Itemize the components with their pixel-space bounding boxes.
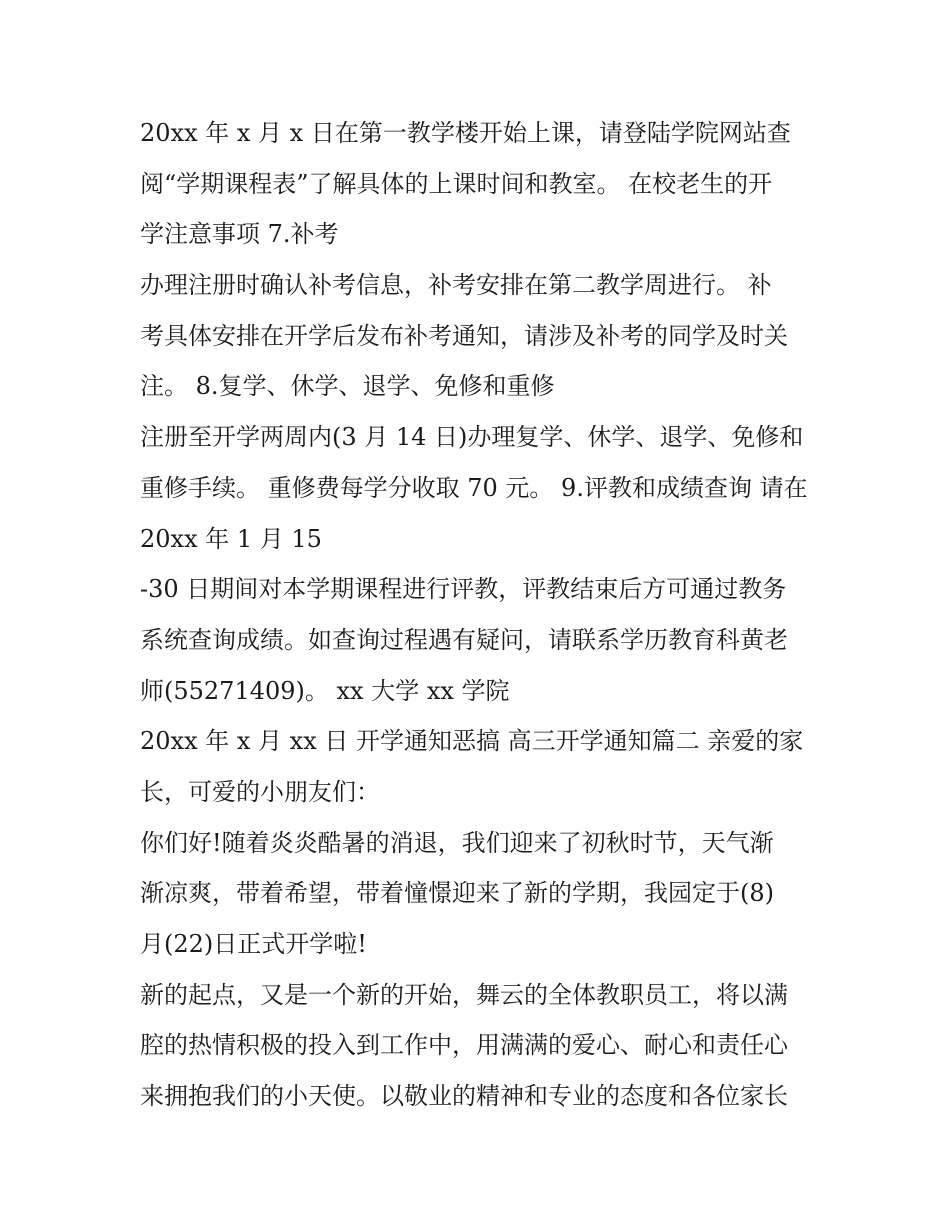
text-line: 20xx 年 x 月 x 日在第一教学楼开始上课，请登陆学院网站查: [140, 119, 791, 147]
text-line: 20xx 年 x 月 xx 日 开学通知恶搞 高三开学通知篇二 亲爱的家: [140, 727, 804, 756]
text-line: 阅“学期课程表”了解具体的上课时间和教室。 在校老生的开: [140, 169, 773, 198]
text-line: 长，可爱的小朋友们：: [140, 777, 380, 806]
text-line: 注册至开学两周内(3 月 14 日)办理复学、休学、退学、免修和: [140, 423, 804, 452]
text-line: 月(22)日正式开学啦!: [140, 930, 367, 958]
text-line: 来拥抱我们的小天使。以敬业的精神和专业的态度和各位家长: [140, 1082, 788, 1111]
text-line: 重修手续。 重修费每学分收取 70 元。 9.评教和成绩查询 请在: [140, 473, 808, 502]
text-line: 你们好!随着炎炎酷暑的消退，我们迎来了初秋时节，天气渐: [140, 828, 774, 857]
text-line: 考具体安排在开学后发布补考通知，请涉及补考的同学及时关: [140, 321, 788, 350]
text-line: 师(55271409)。 xx 大学 xx 学院: [140, 676, 510, 705]
text-line: 学注意事项 7.补考: [140, 220, 339, 249]
text-line: 注。 8.复学、休学、退学、免修和重修: [140, 372, 555, 401]
text-line: 腔的热情积极的投入到工作中，用满满的爱心、耐心和责任心: [140, 1031, 788, 1060]
text-line: 新的起点，又是一个新的开始，舞云的全体教职员工，将以满: [140, 980, 788, 1009]
text-line: -30 日期间对本学期课程进行评教，评教结束后方可通过教务: [140, 575, 787, 604]
text-line: 渐凉爽，带着希望，带着憧憬迎来了新的学期，我园定于(8): [140, 879, 774, 908]
document-body: [140, 108, 830, 1122]
text-line: 办理注册时确认补考信息，补考安排在第二教学周进行。 补: [140, 271, 772, 300]
text-line: 系统查询成绩。如查询过程遇有疑问，请联系学历教育科黄老: [140, 625, 788, 654]
text-line: 20xx 年 1 月 15: [140, 524, 322, 553]
